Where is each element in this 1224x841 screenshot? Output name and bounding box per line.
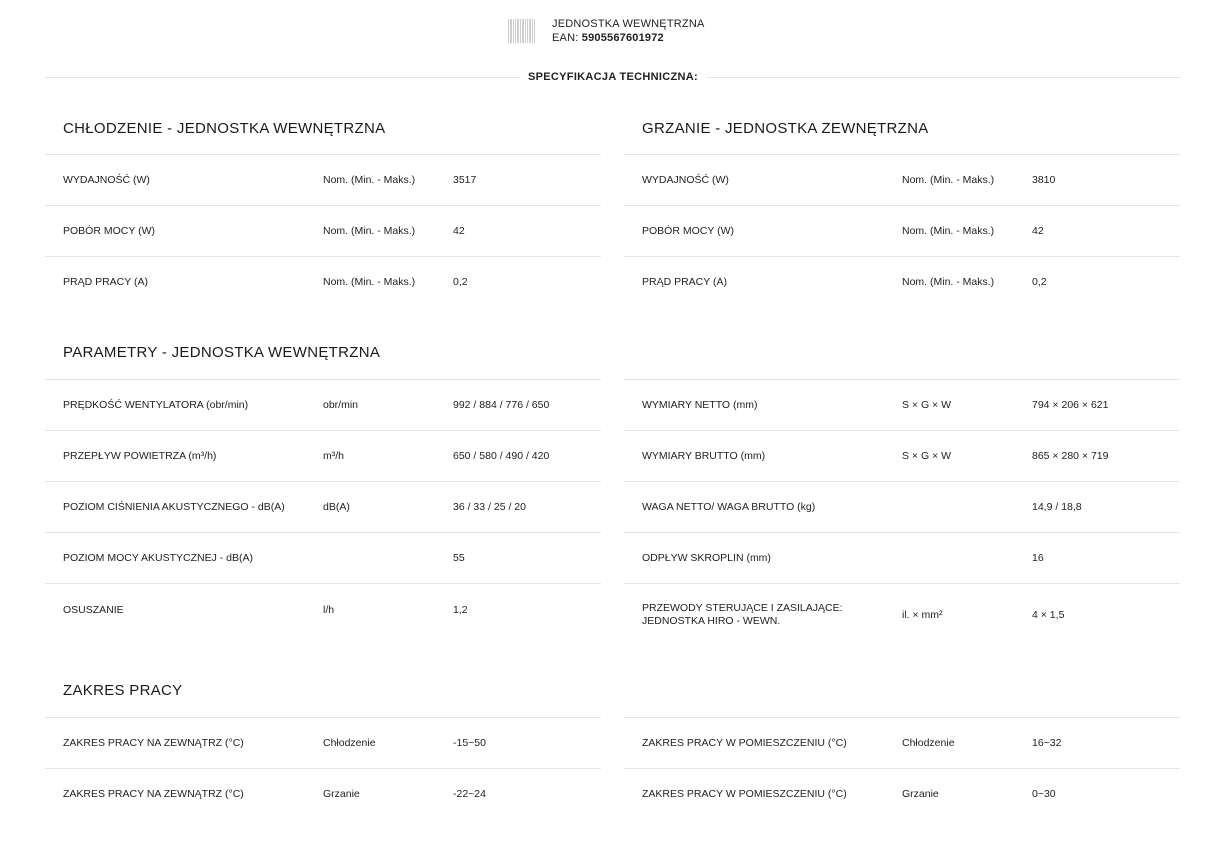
heating-table bbox=[624, 154, 1180, 307]
row-unit: Nom. (Min. - Maks.) bbox=[323, 224, 416, 237]
table-row bbox=[624, 768, 1180, 819]
row-label: ODPŁYW SKROPLIN (mm) bbox=[642, 551, 771, 564]
range-table-right bbox=[624, 717, 1180, 819]
range-table-left bbox=[45, 717, 601, 819]
row-unit: Nom. (Min. - Maks.) bbox=[902, 173, 995, 186]
row-value: 16 bbox=[1032, 551, 1044, 564]
row-value: 42 bbox=[453, 224, 465, 237]
row-value: 794 × 206 × 621 bbox=[1032, 398, 1109, 411]
table-row bbox=[45, 481, 601, 532]
table-row bbox=[45, 532, 601, 583]
table-row bbox=[45, 768, 601, 819]
row-value: 36 / 33 / 25 / 20 bbox=[453, 500, 526, 513]
table-row bbox=[624, 379, 1180, 430]
parameters-table-right bbox=[624, 379, 1180, 646]
row-unit: Chłodzenie bbox=[323, 736, 376, 749]
row-unit: Nom. (Min. - Maks.) bbox=[902, 224, 995, 237]
row-unit: dB(A) bbox=[323, 500, 350, 513]
row-label: POBÓR MOCY (W) bbox=[642, 224, 734, 237]
row-label: POZIOM CIŚNIENIA AKUSTYCZNEGO - dB(A) bbox=[63, 500, 285, 513]
table-row bbox=[624, 205, 1180, 256]
row-label: ZAKRES PRACY W POMIESZCZENIU (°C) bbox=[642, 787, 847, 800]
row-value: 55 bbox=[453, 551, 465, 564]
row-value: 1,2 bbox=[453, 603, 468, 616]
row-label: PRĘDKOŚĆ WENTYLATORA (obr/min) bbox=[63, 398, 249, 411]
row-unit: obr/min bbox=[323, 398, 359, 411]
row-value: -15~50 bbox=[453, 736, 486, 749]
row-label: ZAKRES PRACY NA ZEWNĄTRZ (°C) bbox=[63, 736, 244, 749]
table-row bbox=[624, 583, 1180, 646]
table-row bbox=[45, 205, 601, 256]
row-value: 3810 bbox=[1032, 173, 1056, 186]
row-value: 42 bbox=[1032, 224, 1044, 237]
spec-title-bar bbox=[45, 69, 1181, 85]
row-unit: S × G × W bbox=[902, 449, 952, 462]
row-label: PRZEPŁYW POWIETRZA (m³/h) bbox=[63, 449, 217, 462]
table-row bbox=[624, 256, 1180, 307]
row-value: 16~32 bbox=[1032, 736, 1062, 749]
product-info bbox=[552, 17, 705, 45]
row-unit: Nom. (Min. - Maks.) bbox=[323, 275, 416, 288]
row-label: POZIOM MOCY AKUSTYCZNEJ - dB(A) bbox=[63, 551, 253, 564]
table-row bbox=[45, 430, 601, 481]
row-unit: m³/h bbox=[323, 449, 344, 462]
row-label: POBÓR MOCY (W) bbox=[63, 224, 155, 237]
row-label: WYMIARY BRUTTO (mm) bbox=[642, 449, 766, 462]
table-row bbox=[624, 481, 1180, 532]
table-row bbox=[45, 256, 601, 307]
ean-label: EAN: bbox=[552, 32, 579, 44]
barcode-icon bbox=[508, 19, 536, 43]
row-label: ZAKRES PRACY NA ZEWNĄTRZ (°C) bbox=[63, 787, 244, 800]
row-value: 3517 bbox=[453, 173, 477, 186]
parameters-section-title: PARAMETRY - JEDNOSTKA WEWNĘTRZNA bbox=[63, 344, 381, 361]
table-row bbox=[45, 717, 601, 768]
product-name: JEDNOSTKA WEWNĘTRZNA bbox=[552, 18, 705, 30]
table-row bbox=[624, 430, 1180, 481]
row-unit: S × G × W bbox=[902, 398, 952, 411]
row-label: WYDAJNOŚĆ (W) bbox=[63, 173, 150, 186]
row-value: 650 / 580 / 490 / 420 bbox=[453, 449, 550, 462]
range-section-title: ZAKRES PRACY bbox=[63, 682, 183, 699]
row-label: PRZEWODY STERUJĄCE I ZASILAJĄCE: JEDNOSTKA HIRO - WEWN. bbox=[642, 602, 843, 627]
ean-value: 5905567601972 bbox=[581, 32, 664, 44]
table-row bbox=[45, 583, 601, 636]
row-unit: il. × mm² bbox=[902, 608, 943, 621]
row-unit: Nom. (Min. - Maks.) bbox=[323, 173, 416, 186]
row-label: OSUSZANIE bbox=[63, 603, 124, 616]
row-unit: l/h bbox=[323, 603, 335, 616]
row-value: 0~30 bbox=[1032, 787, 1056, 800]
row-value: 4 × 1,5 bbox=[1032, 608, 1065, 621]
row-value: -22~24 bbox=[453, 787, 486, 800]
row-label: WAGA NETTO/ WAGA BRUTTO (kg) bbox=[642, 500, 816, 513]
spec-title: SPECYFIKACJA TECHNICZNA: bbox=[520, 69, 706, 85]
table-row bbox=[624, 154, 1180, 205]
table-row bbox=[624, 532, 1180, 583]
row-label: PRĄD PRACY (A) bbox=[63, 275, 148, 288]
row-label: WYMIARY NETTO (mm) bbox=[642, 398, 758, 411]
row-unit bbox=[323, 533, 443, 583]
table-row bbox=[45, 379, 601, 430]
heating-section-title: GRZANIE - JEDNOSTKA ZEWNĘTRZNA bbox=[642, 120, 929, 137]
row-value: 14,9 / 18,8 bbox=[1032, 500, 1082, 513]
table-row bbox=[624, 717, 1180, 768]
row-unit: Grzanie bbox=[902, 787, 939, 800]
row-unit bbox=[902, 482, 1022, 532]
row-label: WYDAJNOŚĆ (W) bbox=[642, 173, 729, 186]
row-unit: Grzanie bbox=[323, 787, 360, 800]
row-label: PRĄD PRACY (A) bbox=[642, 275, 727, 288]
product-header bbox=[508, 18, 705, 44]
table-row bbox=[45, 154, 601, 205]
row-unit: Nom. (Min. - Maks.) bbox=[902, 275, 995, 288]
parameters-table-left bbox=[45, 379, 601, 636]
row-unit bbox=[902, 533, 1022, 583]
row-value: 992 / 884 / 776 / 650 bbox=[453, 398, 550, 411]
row-unit: Chłodzenie bbox=[902, 736, 955, 749]
cooling-section-title: CHŁODZENIE - JEDNOSTKA WEWNĘTRZNA bbox=[63, 120, 386, 137]
row-value: 865 × 280 × 719 bbox=[1032, 449, 1109, 462]
row-label: ZAKRES PRACY W POMIESZCZENIU (°C) bbox=[642, 736, 847, 749]
cooling-table bbox=[45, 154, 601, 307]
row-value: 0,2 bbox=[1032, 275, 1047, 288]
row-value: 0,2 bbox=[453, 275, 468, 288]
ean-line bbox=[552, 31, 705, 45]
